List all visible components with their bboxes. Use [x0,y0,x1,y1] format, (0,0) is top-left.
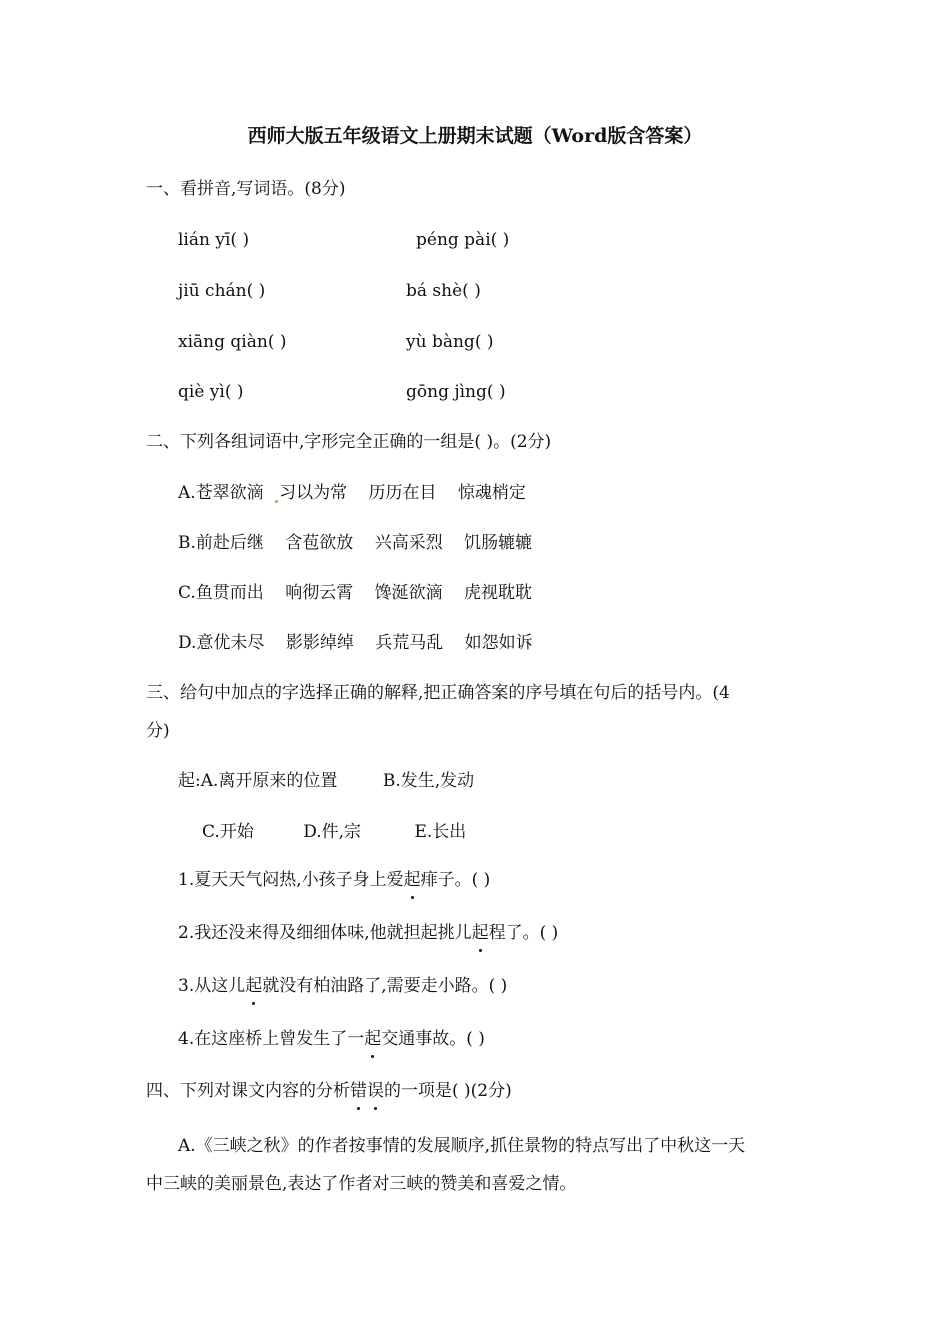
pinyin: yù bàng [406,332,475,352]
option-word: 影影绰绰 [285,633,354,653]
sentence-text: 1.夏天天气闷热,小孩子身上爱 [178,870,404,890]
q2-heading: 二、下列各组词语中,字形完全正确的一组是( )。(2分) [146,432,552,452]
q1-item [178,279,265,303]
heading-text: 四、下列对课文内容的分析 [146,1081,350,1101]
option-word: 前赴后继 [195,533,264,553]
answer-blank: ( ) [230,230,250,250]
page-title: 西师大版五年级语文上册期末试题（Word版含答案） [247,125,703,147]
pinyin: lián yī [178,230,231,250]
dotted-char: 错 [350,1081,367,1101]
sentence-text: 3.从这儿 [178,976,246,996]
pinyin: péng pài [416,230,491,250]
heading-text: 的一项是( )(2分) [384,1081,512,1101]
speck [275,500,278,503]
q1-item [178,228,249,252]
option-word: 苍翠欲滴 [195,483,264,503]
q1-item [178,330,286,354]
option-word: 响彻云霄 [285,583,354,603]
dotted-char: 起 [364,1029,382,1049]
option-word: 饥肠辘辘 [464,533,533,553]
choice: B.发生,发动 [382,771,475,791]
q1-heading: 一、看拼音,写词语。(8分) [146,179,346,199]
option-word: 鱼贯而出 [195,583,264,603]
pinyin: jiū chán [178,281,247,301]
q1-item [406,380,506,404]
q3-heading-cont: 分) [146,721,170,741]
option-word: 习以为常 [279,483,348,503]
sentence-text: 2.我还没来得及细细体味,他就担起挑儿 [178,923,472,943]
answer-blank: ( ) [246,281,266,301]
option-word: 意优未尽 [196,633,265,653]
choice: D.件,宗 [303,822,362,842]
option-word: 历历在目 [368,483,437,503]
q4-heading [146,1079,512,1103]
dotted-char: 起 [245,976,263,996]
q1-item [178,380,244,404]
dotted-char: 误 [367,1081,384,1101]
answer-blank: ( ) [224,382,244,402]
pinyin: qiè yì [178,382,225,402]
answer-blank: ( ) [267,332,287,352]
option-word: 虎视耽耽 [464,583,533,603]
q1-item [416,228,509,252]
option-word: 馋涎欲滴 [374,583,443,603]
option-word: 兴高采烈 [374,533,443,553]
q1-item [406,279,481,303]
q3-sentence [178,921,558,945]
q3-sentence [178,1027,485,1051]
choice: E.长出 [414,822,467,842]
choice: C.开始 [202,822,254,842]
option-label: B. [178,533,196,553]
option-label: C. [178,583,196,603]
option-word: 兵荒马乱 [375,633,444,653]
q2-option-d [178,631,533,655]
q3-sentence [178,868,490,892]
option-label: A. [178,483,196,503]
q2-option-c [178,581,532,605]
option-word: 惊魂梢定 [457,483,526,503]
q3-sentence [178,974,507,998]
answer-blank: ( ) [462,281,481,301]
q2-option-b [178,531,532,555]
q4-option-a-cont: 中三峡的美丽景色,表达了作者对三峡的赞美和喜爱之情。 [146,1174,577,1194]
sentence-text: 交通事故。( ) [381,1029,485,1049]
dotted-char: 起 [403,870,421,890]
sentence-text: 就没有柏油路了,需要走小路。( ) [262,976,508,996]
option-label: D. [178,633,197,653]
pinyin: bá shè [406,281,463,301]
q2-option-a [178,481,526,505]
q3-choices-row2 [202,820,466,844]
q1-item [406,330,493,354]
dotted-char: 起 [471,923,489,943]
sentence-text: 4.在这座桥上曾发生了一 [178,1029,365,1049]
q4-option-a: A.《三峡之秋》的作者按事情的发展顺序,抓住景物的特点写出了中秋这一天 [178,1136,746,1156]
option-word: 如怨如诉 [464,633,533,653]
pinyin: xiāng qiàn [178,332,268,352]
q3-choices-row1 [178,769,474,793]
q3-heading: 三、给句中加点的字选择正确的解释,把正确答案的序号填在句后的括号内。(4 [146,683,730,703]
target-char: 起: [178,771,201,791]
sentence-text: 痱子。( ) [420,870,491,890]
pinyin: gōng jìng [406,382,487,402]
choice: A.离开原来的位置 [200,771,338,791]
sentence-text: 程了。( ) [488,923,559,943]
answer-blank: ( ) [474,332,494,352]
answer-blank: ( ) [490,230,510,250]
answer-blank: ( ) [486,382,506,402]
option-word: 含苞欲放 [285,533,354,553]
